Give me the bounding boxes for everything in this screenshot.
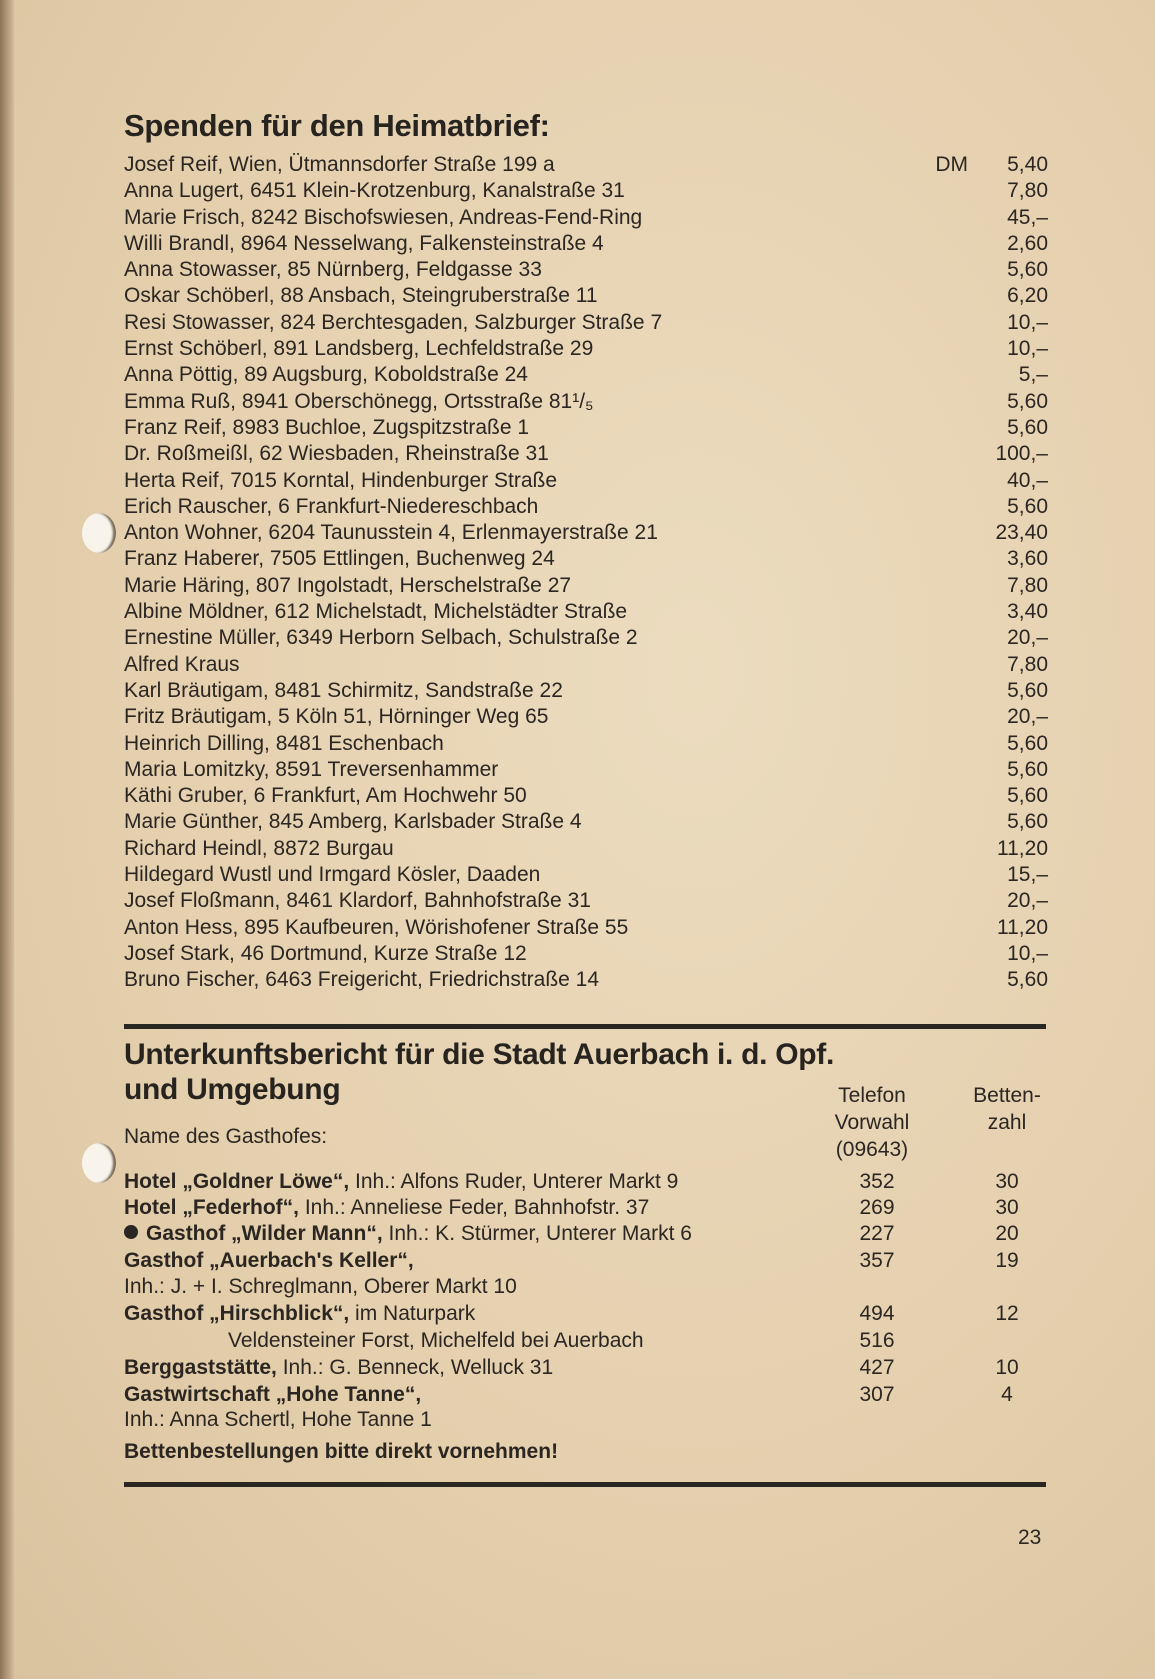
phone-column-header bbox=[822, 1082, 922, 1163]
donation-amount: 7,80 bbox=[1007, 179, 1048, 203]
donation-row bbox=[124, 862, 1048, 888]
donation-row bbox=[124, 152, 1048, 178]
donor-name: Alfred Kraus bbox=[124, 652, 240, 676]
donation-row bbox=[124, 599, 1048, 625]
donation-row bbox=[124, 336, 1048, 362]
phone-number: 494 bbox=[859, 1302, 895, 1325]
lodging-details: Inh.: Anna Schertl, Hohe Tanne 1 bbox=[124, 1408, 432, 1431]
donor-name: Willi Brandl, 8964 Nesselwang, Falkensteinstraße 4 bbox=[124, 231, 604, 255]
lodging-name-bold: Hotel „Goldner Löwe“, bbox=[124, 1170, 350, 1193]
donor-name: Heinrich Dilling, 8481 Eschenbach bbox=[124, 731, 444, 755]
bullet-icon bbox=[124, 1225, 138, 1239]
bed-count: 12 bbox=[995, 1302, 1019, 1325]
donation-row bbox=[124, 941, 1048, 967]
donation-amount: 10,– bbox=[1007, 337, 1048, 361]
bed-count: 4 bbox=[1001, 1383, 1013, 1406]
donor-name: Ernestine Müller, 6349 Herborn Selbach, Schulstraße 2 bbox=[124, 626, 638, 650]
phone-number: 227 bbox=[859, 1222, 895, 1245]
lodging-title-line2: und Umgebung bbox=[124, 1073, 341, 1106]
donor-name: Herta Reif, 7015 Korntal, Hindenburger Straße bbox=[124, 468, 558, 492]
lodging-name bbox=[124, 1406, 432, 1433]
beds-header-line2: zahl bbox=[987, 1111, 1027, 1134]
bed-count: 10 bbox=[995, 1356, 1019, 1379]
lodging-row bbox=[124, 1194, 1048, 1221]
donor-name: Albine Möldner, 612 Michelstadt, Michelstädter Straße bbox=[124, 600, 628, 624]
lodging-name bbox=[124, 1273, 517, 1300]
booking-note: Bettenbestellungen bitte direkt vornehmen! bbox=[124, 1440, 559, 1463]
donation-row bbox=[124, 520, 1048, 546]
donation-row bbox=[124, 836, 1048, 862]
donation-row bbox=[124, 625, 1048, 651]
donor-name: Josef Floßmann, 8461 Klardorf, Bahnhofstraße 31 bbox=[124, 889, 591, 913]
donation-row bbox=[124, 809, 1048, 835]
lodging-name-bold: Gasthof „Wilder Mann“, bbox=[146, 1222, 383, 1245]
lodging-row bbox=[124, 1273, 1048, 1300]
phone-header-line3: (09643) bbox=[835, 1138, 909, 1161]
punch-hole-lower bbox=[82, 1143, 116, 1183]
donation-amount: 3,40 bbox=[1007, 600, 1048, 624]
donation-amount: 5,60 bbox=[1007, 678, 1048, 702]
donation-row bbox=[124, 888, 1048, 914]
donations-list bbox=[124, 152, 1048, 994]
donation-row bbox=[124, 205, 1048, 231]
donor-name: Marie Günther, 845 Amberg, Karlsbader Straße 4 bbox=[124, 810, 582, 834]
donation-amount: 5,60 bbox=[1007, 810, 1048, 834]
lodging-row bbox=[124, 1381, 1048, 1408]
donation-amount: 5,60 bbox=[1007, 968, 1048, 992]
donation-row bbox=[124, 704, 1048, 730]
punch-hole-upper bbox=[82, 513, 116, 553]
lodging-details: Inh.: K. Stürmer, Unterer Markt 6 bbox=[382, 1222, 692, 1245]
donation-amount: 6,20 bbox=[1007, 284, 1048, 308]
lodging-row bbox=[124, 1300, 1048, 1327]
phone-header-line1: Telefon bbox=[838, 1084, 906, 1107]
donation-amount: 10,– bbox=[1007, 310, 1048, 334]
donation-amount: 5,60 bbox=[1007, 757, 1048, 781]
donation-amount: 11,20 bbox=[997, 836, 1048, 860]
donation-amount: 20,– bbox=[1007, 705, 1048, 729]
donation-amount: 7,80 bbox=[1007, 573, 1048, 597]
donation-amount: 3,60 bbox=[1007, 547, 1048, 571]
donor-name: Karl Bräutigam, 8481 Schirmitz, Sandstraße 22 bbox=[124, 678, 563, 702]
donation-row bbox=[124, 731, 1048, 757]
donor-name: Franz Haberer, 7505 Ettlingen, Buchenweg 24 bbox=[124, 547, 555, 571]
donation-amount: 5,60 bbox=[1007, 258, 1048, 282]
donor-name: Bruno Fischer, 6463 Freigericht, Friedrichstraße 14 bbox=[124, 968, 600, 992]
lodging-details: im Naturpark bbox=[349, 1302, 476, 1325]
donor-name: Josef Reif, Wien, Ütmannsdorfer Straße 199 a bbox=[124, 153, 555, 176]
donor-name: Oskar Schöberl, 88 Ansbach, Steingruberstraße 11 bbox=[124, 284, 598, 308]
donor-name: Fritz Bräutigam, 5 Köln 51, Hörninger Weg 65 bbox=[124, 705, 549, 729]
donation-amount: 20,– bbox=[1007, 889, 1048, 913]
lodging-title-line1: Unterkunftsbericht für die Stadt Auerbach i. d. Opf. bbox=[124, 1038, 835, 1071]
donation-amount: 2,60 bbox=[1007, 231, 1048, 255]
donation-row bbox=[124, 678, 1048, 704]
donation-row bbox=[124, 283, 1048, 309]
phone-number: 269 bbox=[859, 1196, 895, 1219]
lodging-details: Veldensteiner Forst, Michelfeld bei Auerbach bbox=[228, 1329, 644, 1352]
donation-amount: 5,60 bbox=[1007, 784, 1048, 808]
bed-count: 30 bbox=[995, 1170, 1019, 1193]
donation-row bbox=[124, 468, 1048, 494]
lodging-name-bold: Hotel „Federhof“, bbox=[124, 1196, 300, 1219]
donor-name: Hildegard Wustl und Irmgard Kösler, Daaden bbox=[124, 863, 541, 887]
donation-row bbox=[124, 362, 1048, 388]
donation-row bbox=[124, 441, 1048, 467]
donation-amount: 10,– bbox=[1007, 941, 1048, 965]
lodging-row bbox=[124, 1247, 1048, 1274]
donation-row bbox=[124, 757, 1048, 783]
donation-row bbox=[124, 231, 1048, 257]
lodging-name bbox=[124, 1247, 414, 1274]
donation-row bbox=[124, 783, 1048, 809]
donor-name: Maria Lomitzky, 8591 Treversenhammer bbox=[124, 757, 499, 781]
lodging-details: Inh.: Anneliese Feder, Bahnhofstr. 37 bbox=[299, 1196, 650, 1219]
donor-name: Erich Rauscher, 6 Frankfurt-Niedereschbach bbox=[124, 494, 539, 518]
donation-row bbox=[124, 967, 1048, 993]
donor-name: Anna Lugert, 6451 Klein-Krotzenburg, Kanalstraße 31 bbox=[124, 179, 625, 203]
donor-name: Marie Häring, 807 Ingolstadt, Herschelstraße 27 bbox=[124, 573, 572, 597]
donation-row bbox=[124, 257, 1048, 283]
lodging-name-bold: Berggaststätte, bbox=[124, 1356, 277, 1379]
donor-name: Anna Pöttig, 89 Augsburg, Koboldstraße 24 bbox=[124, 363, 528, 387]
lodging-row bbox=[124, 1327, 1048, 1354]
lodging-name bbox=[124, 1220, 692, 1247]
donation-row bbox=[124, 415, 1048, 441]
page-spine bbox=[0, 0, 14, 1679]
phone-number: 516 bbox=[859, 1329, 895, 1352]
donation-row bbox=[124, 389, 1048, 415]
donor-name: Franz Reif, 8983 Buchloe, Zugspitzstraße 1 bbox=[124, 415, 530, 439]
donation-amount: 5,60 bbox=[1007, 494, 1048, 518]
donor-name: Resi Stowasser, 824 Berchtesgaden, Salzburger Straße 7 bbox=[124, 310, 663, 334]
donation-row bbox=[124, 494, 1048, 520]
lodging-row bbox=[124, 1406, 1048, 1433]
donor-name: Emma Ruß, 8941 Oberschönegg, Ortsstraße 81¹/₅ bbox=[124, 389, 594, 413]
currency-label: DM bbox=[935, 153, 968, 176]
lodging-name bbox=[124, 1168, 678, 1195]
phone-number: 427 bbox=[859, 1356, 895, 1379]
beds-column-header bbox=[962, 1082, 1052, 1136]
donor-name: Anton Hess, 895 Kaufbeuren, Wörishofener Straße 55 bbox=[124, 915, 629, 939]
lodging-row bbox=[124, 1168, 1048, 1195]
donations-title: Spenden für den Heimatbrief: bbox=[124, 108, 550, 143]
donor-name: Josef Stark, 46 Dortmund, Kurze Straße 12 bbox=[124, 941, 527, 965]
lodging-row bbox=[124, 1354, 1048, 1381]
lodging-name bbox=[124, 1354, 553, 1381]
donation-amount: 45,– bbox=[1007, 205, 1048, 229]
donation-amount: 20,– bbox=[1007, 626, 1048, 650]
donation-row bbox=[124, 310, 1048, 336]
lodging-name bbox=[124, 1194, 649, 1221]
donation-amount: 5,60 bbox=[1007, 415, 1048, 439]
donation-row bbox=[124, 178, 1048, 204]
donation-amount: 5,– bbox=[1018, 363, 1048, 387]
donation-amount: 5,60 bbox=[1007, 389, 1048, 413]
lodging-name bbox=[124, 1381, 421, 1408]
section-divider-bottom bbox=[124, 1482, 1046, 1487]
donation-row bbox=[124, 915, 1048, 941]
bed-count: 20 bbox=[995, 1222, 1019, 1245]
lodging-name-bold: Gastwirtschaft „Hohe Tanne“, bbox=[124, 1383, 422, 1406]
lodging-name bbox=[124, 1300, 475, 1327]
donor-name: Anna Stowasser, 85 Nürnberg, Feldgasse 33 bbox=[124, 258, 542, 282]
phone-header-line2: Vorwahl bbox=[834, 1111, 910, 1134]
lodging-row bbox=[124, 1220, 1048, 1247]
donor-name: Marie Frisch, 8242 Bischofswiesen, Andreas-Fend-Ring bbox=[124, 205, 643, 229]
lodging-details: Inh.: G. Benneck, Welluck 31 bbox=[276, 1356, 554, 1379]
lodging-name-bold: Gasthof „Hirschblick“, bbox=[124, 1302, 350, 1325]
lodging-details: Inh.: Alfons Ruder, Unterer Markt 9 bbox=[349, 1170, 679, 1193]
donation-amount: 23,40 bbox=[995, 521, 1048, 545]
section-divider-top bbox=[124, 1024, 1046, 1029]
donation-amount: 15,– bbox=[1007, 863, 1048, 887]
donation-amount: 40,– bbox=[1007, 468, 1048, 492]
donation-amount: 11,20 bbox=[997, 915, 1048, 939]
donation-amount: 7,80 bbox=[1007, 652, 1048, 676]
phone-number: 307 bbox=[859, 1383, 895, 1406]
name-column-header: Name des Gasthofes: bbox=[124, 1125, 328, 1148]
donation-amount: 5,60 bbox=[1007, 731, 1048, 755]
donation-amount: 100,– bbox=[995, 442, 1048, 466]
donor-name: Käthi Gruber, 6 Frankfurt, Am Hochwehr 50 bbox=[124, 784, 527, 808]
phone-number: 357 bbox=[859, 1249, 895, 1272]
lodging-details: Inh.: J. + I. Schreglmann, Oberer Markt 10 bbox=[124, 1275, 517, 1298]
donor-name: Anton Wohner, 6204 Taunusstein 4, Erlenmayerstraße 21 bbox=[124, 521, 658, 545]
donation-amount: 5,40 bbox=[1007, 153, 1048, 176]
lodging-name bbox=[228, 1327, 644, 1354]
donation-row bbox=[124, 652, 1048, 678]
phone-number: 352 bbox=[859, 1170, 895, 1193]
donor-name: Dr. Roßmeißl, 62 Wiesbaden, Rheinstraße 31 bbox=[124, 442, 549, 466]
beds-header-line1: Betten- bbox=[973, 1084, 1041, 1107]
donor-name: Richard Heindl, 8872 Burgau bbox=[124, 836, 394, 860]
bed-count: 19 bbox=[995, 1249, 1019, 1272]
bed-count: 30 bbox=[995, 1196, 1019, 1219]
donation-row bbox=[124, 573, 1048, 599]
lodging-name-bold: Gasthof „Auerbach's Keller“, bbox=[124, 1249, 414, 1272]
donor-name: Ernst Schöberl, 891 Landsberg, Lechfeldstraße 29 bbox=[124, 337, 594, 361]
donation-row bbox=[124, 546, 1048, 572]
page-number: 23 bbox=[1018, 1526, 1042, 1549]
